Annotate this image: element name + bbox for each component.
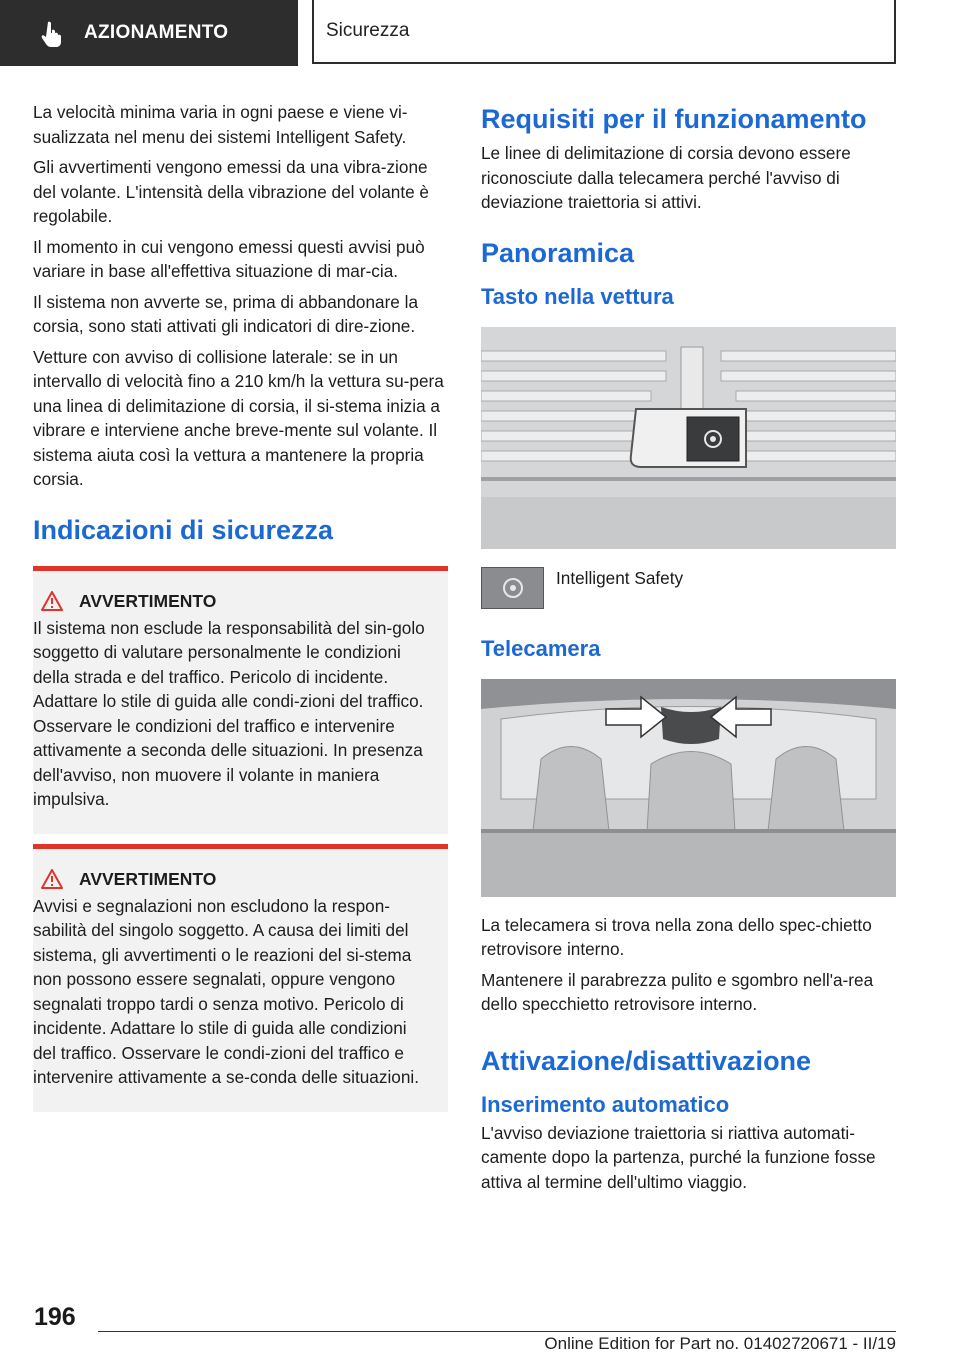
section-tab <box>0 0 298 66</box>
camera-text-2: Mantenere il parabrezza pulito e sgombro nell'a-rea dello specchietto retrovisore interno. <box>481 969 874 1014</box>
warning-triangle-icon <box>41 591 63 611</box>
camera-heading: Telecamera <box>481 635 601 661</box>
hand-icon <box>38 19 66 47</box>
warning-box <box>33 566 448 834</box>
paragraph: La velocità minima varia in ogni paese e viene vi-sualizzata nel menu dei sistemi Intelligent Safety. <box>33 102 408 147</box>
safety-heading: Indicazioni di sicurezza <box>33 514 334 545</box>
footer-edition: Online Edition for Part no. 01402720671 - II/19 <box>544 1334 896 1353</box>
auto-heading: Inserimento automatico <box>481 1091 730 1117</box>
button-heading: Tasto nella vettura <box>481 283 674 309</box>
page-number: 196 <box>34 1303 76 1331</box>
button-legend <box>481 567 896 609</box>
warning-text: Avvisi e segnalazioni non escludono la respon-sabilità del singolo soggetto. A causa dei limiti del sistema, gli avvertimenti o le reazioni del si-stema non possono essere segnalati, oppure vengono segnalati troppo tardi o senza motivo. Pericolo di incidente. Adattare lo stile di guida alle condizioni del traffico. Osservare le condi-zioni del traffico e intervenire attivamente a se-conda delle situazioni. <box>33 895 419 1087</box>
right-column <box>481 100 896 1200</box>
intelligent-safety-button-icon <box>481 567 544 609</box>
paragraph: Gli avvertimenti vengono emessi da una vibra-zione del volante. L'intensità della vibrazione del volante è regolabile. <box>33 157 429 226</box>
warning-triangle-icon <box>41 869 63 889</box>
camera-figure <box>481 679 896 897</box>
chapter-title: Sicurezza <box>326 20 410 41</box>
section-title: AZIONAMENTO <box>84 22 229 43</box>
interior-illustration <box>481 679 896 897</box>
button-figure <box>481 327 896 549</box>
paragraph: Vetture con avviso di collisione laterale: se in un intervallo di velocità fino a 210 km/h la vettura su-pera una linea di delimitazione di corsia, il si-stema inizia a vibrare e interviene anche breve-mente sul volante. Il sistema aiuta così la vettura a mantenere la propria corsia. <box>33 346 444 489</box>
camera-text-1: La telecamera si trova nella zona dello spec-chietto retrovisore interno. <box>481 914 872 959</box>
left-column <box>33 100 448 1112</box>
footer-divider <box>98 1331 896 1332</box>
warning-title: AVVERTIMENTO <box>79 868 217 889</box>
activation-heading: Attivazione/disattivazione <box>481 1045 812 1076</box>
paragraph: Il momento in cui vengono emessi questi avvisi può variare in base all'effettiva situazione di mar-cia. <box>33 236 425 281</box>
warning-box <box>33 844 448 1112</box>
warning-text: Il sistema non esclude la responsabilità del sin-golo soggetto di valutare personalmente le condizioni della strada e del traffico. Pericolo di incidente. Adattare lo stile di guida alle condi-zioni del traffico. Osservare le condizioni del traffico e intervenire attivamente a seconda delle situazioni. In presenza dell'avviso, non muovere il volante in maniera impulsiva. <box>33 617 425 809</box>
requirements-heading: Requisiti per il funzionamento <box>481 104 867 134</box>
auto-text: L'avviso deviazione traiettoria si riattiva automati-camente dopo la partenza, purché la funzione fosse attiva al termine dell'ultimo viaggio. <box>481 1122 876 1192</box>
paragraph: Il sistema non avverte se, prima di abbandonare la corsia, sono stati attivati gli indicatori di dire-zione. <box>33 291 419 336</box>
grille-illustration <box>481 327 896 549</box>
warning-title: AVVERTIMENTO <box>79 590 217 611</box>
button-label: Intelligent Safety <box>556 567 684 588</box>
requirements-text: Le linee di delimitazione di corsia devono essere riconosciute dalla telecamera perché l'avviso di deviazione traiettoria si attivi. <box>481 143 851 212</box>
chapter-box <box>312 0 896 64</box>
overview-heading: Panoramica <box>481 237 635 268</box>
